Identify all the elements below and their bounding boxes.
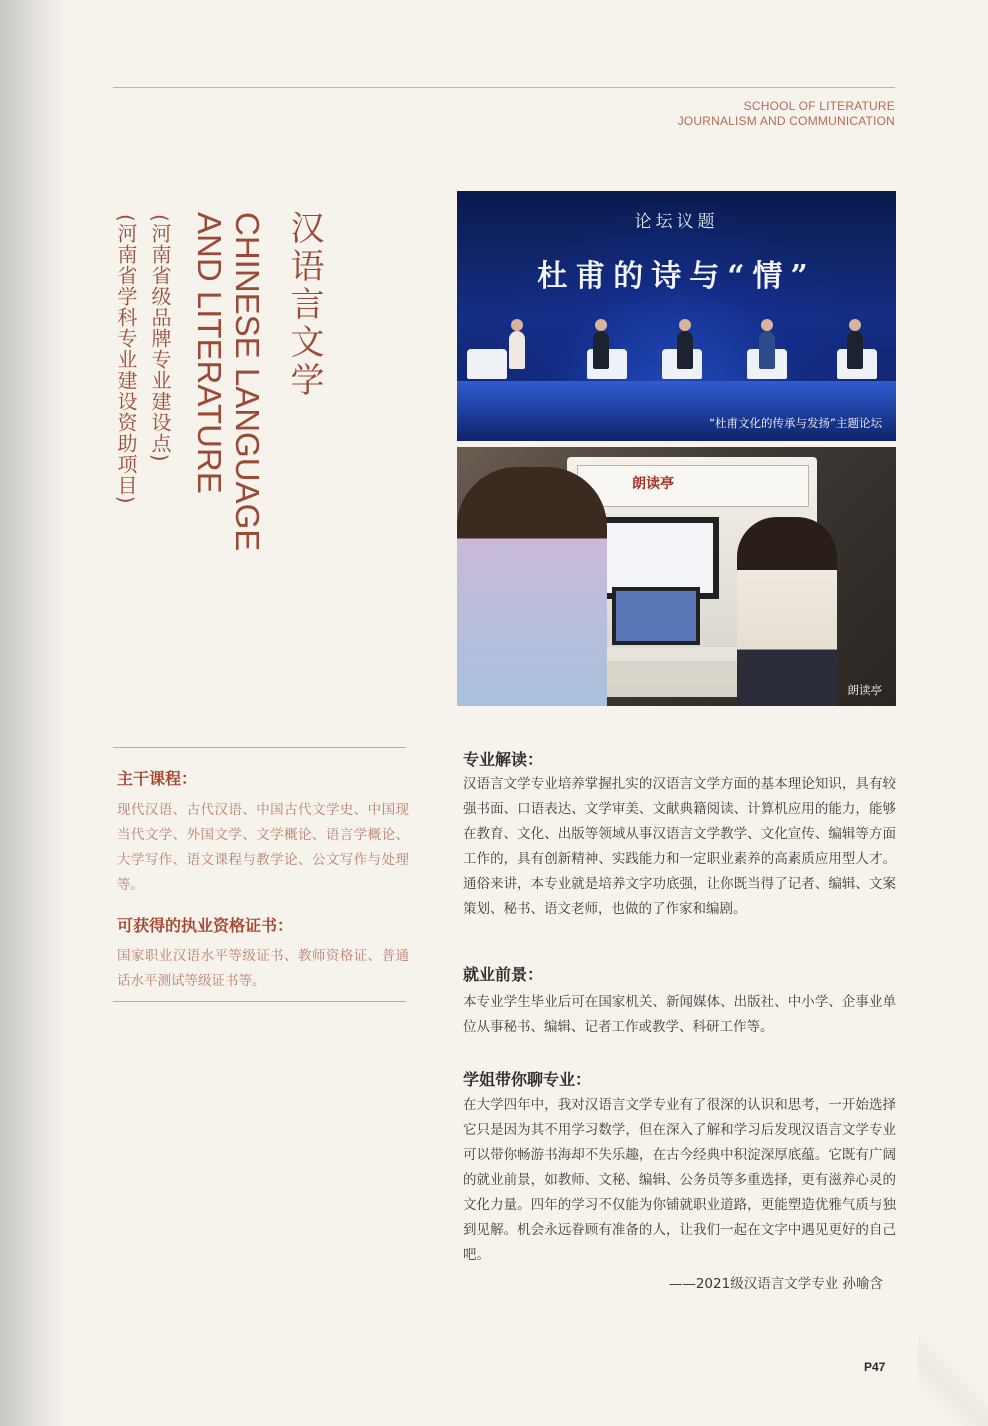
- booth-desk: [597, 647, 757, 661]
- courses-text: 现代汉语、古代汉语、中国古代文学史、中国现当代文学、外国文学、文学概论、语言学概论、大学写作、语文课程与教学论、公文写作与处理等。: [117, 802, 409, 893]
- student-right: [737, 517, 837, 706]
- major-title-en-line1: CHINESE LANGUAGE: [229, 212, 266, 552]
- reading-booth-photo: [457, 447, 896, 706]
- left-divider-bottom: [113, 1001, 406, 1002]
- intro-text: 汉语言文学专业培养掌握扎实的汉语言文学方面的基本理论知识，具有较强书面、口语表达、文学审美、文献典籍阅读、计算机应用的能力，能够在教育、文化、出版等领域从事汉语言文学教学、文化宣传、编辑等方面工作的，具有创新精神、实践能力和一定职业素养的高素质应用型人才。通俗来讲，本专业就是培养文字功底强，让你既当得了记者、编辑、文案策划、秘书、语文老师，也做的了作家和编剧。: [463, 776, 896, 917]
- career-heading: 就业前景：: [463, 965, 544, 984]
- career-text: 本专业学生毕业后可在国家机关、新闻媒体、出版社、中小学、企事业单位从事秘书、编辑、记者工作或教学、科研工作等。: [463, 994, 896, 1035]
- sofa: [467, 349, 507, 379]
- forum-photo: [457, 191, 896, 441]
- forum-badge: 论坛议题: [634, 212, 719, 232]
- courses-heading: 主干课程：: [117, 769, 198, 788]
- senior-signature: ——2021级汉语言文学专业 孙喻含: [668, 1276, 883, 1292]
- panelist-head: [595, 319, 607, 331]
- booth-caption: 朗读亭: [847, 683, 882, 697]
- school-name: [678, 99, 895, 129]
- major-title-en-line2: AND LITERATURE: [191, 212, 228, 494]
- major-title-en: [186, 212, 266, 551]
- stage: [457, 381, 896, 441]
- senior-heading: 学姐带你聊专业：: [463, 1070, 592, 1089]
- school-name-line2: JOURNALISM AND COMMUNICATION: [677, 114, 895, 128]
- panelist-head: [679, 319, 691, 331]
- cert-heading: 可获得的执业资格证书：: [117, 916, 294, 935]
- panelist: [509, 331, 525, 369]
- forum-caption: “杜甫文化的传承与发扬”主题论坛: [709, 416, 882, 430]
- booth-sign: [577, 465, 809, 507]
- major-title-cn: 汉语言文学: [284, 210, 324, 400]
- major-note-funding: (河南省学科专业建设资助项目): [114, 214, 138, 505]
- top-divider: [113, 87, 895, 88]
- page-curl: [918, 1326, 988, 1426]
- intro-heading: 专业解读：: [463, 750, 544, 769]
- senior-text: 在大学四年中，我对汉语言文学专业有了很深的认识和思考，一开始选择它只是因为其不用学习数学，但在深入了解和学习后发现汉语言文学专业可以带你畅游书海却不失乐趣，在古今经典中积淀深厚底蕴。它既有广阔的就业前景，如教师、文秘、编辑、公务员等多重选择，更有滋养心灵的文化力量。四年的学习不仅能为你铺就职业道路，更能塑造优雅气质与独到见解。机会永远眷顾有准备的人，让我们一起在文字中遇见更好的自己吧。: [463, 1097, 896, 1263]
- page-number: P47: [864, 1360, 886, 1374]
- cert-text: 国家职业汉语水平等级证书、教师资格证、普通话水平测试等级证书等。: [117, 948, 409, 989]
- forum-title: 杜甫的诗与“情”: [537, 259, 816, 294]
- panelist: [759, 331, 775, 369]
- panelist-head: [511, 319, 523, 331]
- school-name-line1: SCHOOL OF LITERATURE: [743, 99, 895, 113]
- panelist-head: [849, 319, 861, 331]
- booth-brand: 朗读亭: [632, 476, 674, 492]
- student-left: [457, 467, 607, 706]
- panelist: [677, 331, 693, 369]
- panelist: [593, 331, 609, 369]
- page-spine-shadow: [0, 0, 70, 1426]
- major-note-brand: (河南省级品牌专业建设点): [148, 214, 172, 463]
- booth-tablet: [612, 587, 700, 645]
- left-divider-top: [113, 747, 406, 748]
- panelist: [847, 331, 863, 369]
- panelist-head: [761, 319, 773, 331]
